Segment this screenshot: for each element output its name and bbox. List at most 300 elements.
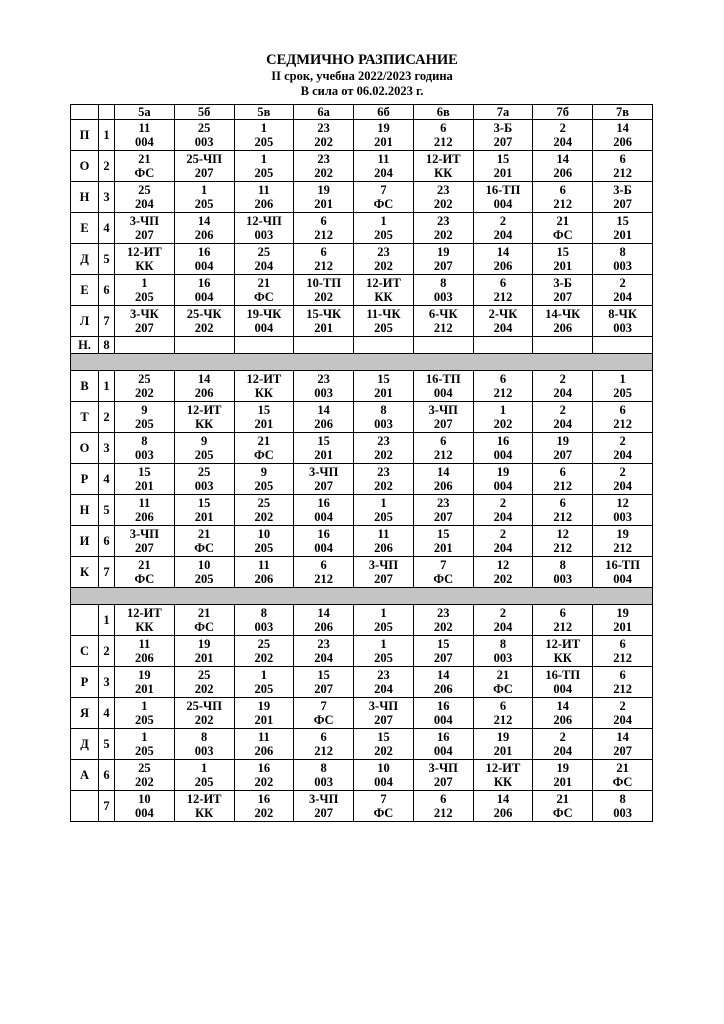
room-code: 205 (194, 448, 214, 462)
lesson-cell (533, 151, 593, 182)
room-code: КК (434, 166, 453, 180)
lesson-cell (413, 605, 473, 636)
lesson-cell (593, 151, 653, 182)
period-number: 8 (99, 337, 115, 354)
period-number: 7 (99, 791, 115, 822)
lesson-cell (174, 337, 234, 354)
subject-code: 1 (260, 152, 268, 166)
room-code: 202 (314, 290, 334, 304)
lesson-cell (294, 698, 354, 729)
room-code: 206 (314, 620, 334, 634)
subject-code: 16 (197, 276, 211, 290)
lesson-cell (413, 371, 473, 402)
room-code: 004 (433, 744, 453, 758)
subject-code: 25 (197, 121, 211, 135)
room-code: 205 (374, 510, 393, 524)
lesson-cell (234, 760, 294, 791)
room-code: ФС (194, 620, 215, 634)
subject-code: 8 (380, 403, 387, 417)
room-code: ФС (552, 228, 573, 242)
lesson-cell (234, 636, 294, 667)
subject-code: 16-ТП (605, 558, 640, 572)
room-code: 207 (433, 417, 453, 431)
room-code: 207 (135, 541, 154, 555)
lesson-cell (354, 244, 414, 275)
subject-code: 25 (138, 183, 151, 197)
room-code: 202 (433, 620, 453, 634)
day-separator (71, 354, 653, 371)
subject-code: 3-ЧП (309, 465, 339, 479)
subject-code: 2 (619, 699, 626, 713)
room-code: 207 (553, 290, 573, 304)
room-code: 205 (194, 775, 214, 789)
room-code: 003 (194, 744, 214, 758)
period-number: 4 (99, 213, 115, 244)
lesson-cell (234, 337, 294, 354)
lesson-cell (294, 526, 354, 557)
subject-code: 23 (377, 668, 390, 682)
lesson-cell (413, 464, 473, 495)
subject-code: 21 (197, 606, 211, 620)
period-number: 5 (99, 244, 115, 275)
room-code: КК (254, 386, 273, 400)
page-title: СЕДМИЧНО РАЗПИСАНИЕ (266, 52, 458, 68)
class-header: 7в (593, 105, 653, 120)
class-header: 5а (115, 105, 175, 120)
period-row (71, 495, 653, 526)
lesson-cell (115, 791, 175, 822)
room-code: 207 (314, 806, 334, 820)
subject-code: 2 (499, 496, 507, 510)
period-number: 1 (99, 371, 115, 402)
subject-code: 2 (559, 121, 566, 135)
subject-code: 21 (138, 152, 151, 166)
subject-code: 23 (377, 245, 390, 259)
subject-code: 15 (377, 730, 390, 744)
lesson-cell (593, 182, 653, 213)
subject-code: 12-ИТ (366, 276, 401, 290)
subject-code: 3-ЧП (309, 792, 339, 806)
lesson-cell (533, 120, 593, 151)
lesson-cell (234, 213, 294, 244)
room-code: 004 (314, 541, 334, 555)
subject-code: 6 (559, 183, 566, 197)
lesson-cell (593, 760, 653, 791)
room-code: 201 (433, 541, 453, 555)
lesson-cell (413, 151, 473, 182)
room-code: 201 (374, 386, 393, 400)
room-code: КК (135, 259, 154, 273)
lesson-cell (174, 120, 234, 151)
room-code: 207 (135, 228, 154, 242)
subject-code: 23 (377, 434, 390, 448)
subject-code: 1 (499, 403, 507, 417)
lesson-cell (115, 729, 175, 760)
subject-code: 1 (201, 761, 208, 775)
room-code: 003 (254, 620, 274, 634)
subject-code: 6 (619, 668, 626, 682)
room-code: 212 (433, 135, 453, 149)
room-code: 003 (433, 290, 453, 304)
lesson-cell (473, 729, 533, 760)
period-number: 6 (99, 275, 115, 306)
room-code: 004 (493, 448, 513, 462)
room-code: 212 (553, 541, 573, 555)
corner-cell (71, 105, 99, 120)
lesson-cell (354, 698, 414, 729)
lesson-cell (294, 182, 354, 213)
room-code: 205 (135, 417, 154, 431)
lesson-cell (473, 526, 533, 557)
room-code: 204 (553, 386, 573, 400)
room-code: 207 (314, 479, 334, 493)
room-code: 003 (254, 228, 274, 242)
room-code: 212 (314, 228, 334, 242)
subject-code: 23 (317, 121, 330, 135)
day-letter: О (71, 151, 99, 182)
subject-code: 6 (499, 699, 507, 713)
subject-code: 15 (436, 637, 450, 651)
subject-code: 15 (377, 372, 390, 386)
subject-code: 25 (138, 761, 151, 775)
lesson-cell (115, 433, 175, 464)
lesson-cell (115, 213, 175, 244)
room-code: КК (493, 775, 513, 789)
lesson-cell (473, 667, 533, 698)
subject-code: 19 (317, 183, 330, 197)
subject-code: 25 (138, 372, 151, 386)
lesson-cell (593, 120, 653, 151)
subject-code: 16 (257, 761, 271, 775)
room-code: 204 (553, 417, 573, 431)
lesson-cell (593, 667, 653, 698)
lesson-cell (174, 557, 234, 588)
lesson-cell (354, 371, 414, 402)
subject-code: 10-ТП (306, 276, 342, 290)
period-number: 5 (99, 495, 115, 526)
room-code: 003 (553, 572, 573, 586)
subject-code: 10 (257, 527, 271, 541)
lesson-cell (413, 791, 473, 822)
period-number: 7 (99, 306, 115, 337)
subject-code: 3-Б (553, 276, 573, 290)
lesson-cell (174, 402, 234, 433)
period-number: 4 (99, 698, 115, 729)
lesson-cell (354, 495, 414, 526)
subject-code: 19 (257, 699, 271, 713)
subject-code: 6 (559, 606, 566, 620)
lesson-cell (234, 526, 294, 557)
lesson-cell (234, 151, 294, 182)
lesson-cell (174, 244, 234, 275)
subject-code: 9 (260, 465, 268, 479)
room-code: 004 (194, 259, 214, 273)
period-row (71, 244, 653, 275)
lesson-cell (294, 636, 354, 667)
subject-code: 3-ЧП (368, 699, 399, 713)
lesson-cell (174, 464, 234, 495)
lesson-cell (115, 636, 175, 667)
subject-code: 12-ИТ (186, 792, 222, 806)
lesson-cell (294, 760, 354, 791)
lesson-cell (234, 371, 294, 402)
room-code: 202 (194, 321, 214, 335)
lesson-cell (473, 120, 533, 151)
room-code: 201 (194, 651, 214, 665)
subject-code: 16-ТП (485, 183, 521, 197)
subject-code: 1 (141, 276, 148, 290)
lesson-cell (294, 464, 354, 495)
subject-code: 2 (619, 465, 626, 479)
lesson-cell (174, 213, 234, 244)
subject-code: 2 (499, 606, 507, 620)
subject-code: 19 (377, 121, 390, 135)
day-letter: С (71, 636, 99, 667)
lesson-cell (115, 244, 175, 275)
room-code: 202 (254, 651, 274, 665)
lesson-cell (593, 636, 653, 667)
room-code: 204 (493, 620, 513, 634)
class-header: 6б (354, 105, 414, 120)
subject-code: 11 (138, 496, 151, 510)
subject-code: 7 (380, 792, 387, 806)
lesson-cell (413, 213, 473, 244)
subject-code: 15 (616, 214, 629, 228)
lesson-cell (413, 337, 473, 354)
subject-code: 1 (380, 606, 387, 620)
lesson-cell (533, 213, 593, 244)
subject-code: 16 (436, 730, 450, 744)
lesson-cell (354, 182, 414, 213)
room-code: 206 (194, 228, 214, 242)
subject-code: 11 (377, 527, 390, 541)
subject-code: 3-ЧП (368, 558, 399, 572)
subject-code: 1 (380, 637, 387, 651)
subject-code: 25 (257, 245, 271, 259)
lesson-cell (413, 495, 473, 526)
room-code: 212 (613, 417, 632, 431)
lesson-cell (234, 495, 294, 526)
room-code: 202 (493, 417, 513, 431)
lesson-cell (174, 275, 234, 306)
period-number: 6 (99, 526, 115, 557)
room-code: 202 (254, 806, 274, 820)
lesson-cell (533, 636, 593, 667)
room-code: 204 (493, 510, 513, 524)
room-code: 202 (433, 197, 453, 211)
room-code: 004 (493, 197, 513, 211)
lesson-cell (473, 636, 533, 667)
lesson-cell (533, 371, 593, 402)
room-code: 205 (254, 135, 274, 149)
room-code: 004 (314, 510, 334, 524)
period-number: 6 (99, 760, 115, 791)
room-code: 204 (254, 259, 274, 273)
lesson-cell (473, 760, 533, 791)
room-code: 204 (613, 713, 632, 727)
room-code: 004 (374, 775, 393, 789)
lesson-cell (354, 760, 414, 791)
subject-code: 6 (320, 558, 327, 572)
lesson-cell (174, 698, 234, 729)
subject-code: 15-ЧК (306, 307, 342, 321)
room-code: 212 (314, 259, 334, 273)
subject-code: 7 (320, 699, 327, 713)
room-code: 206 (254, 744, 274, 758)
subject-code: 3-ЧП (129, 527, 160, 541)
room-code: 201 (553, 259, 573, 273)
subject-code: 25 (197, 465, 211, 479)
subject-code: 16 (197, 245, 211, 259)
room-code: 202 (194, 682, 214, 696)
lesson-cell (294, 120, 354, 151)
subject-code: 8 (141, 434, 148, 448)
room-code: 004 (135, 135, 154, 149)
lesson-cell (593, 495, 653, 526)
lesson-cell (413, 275, 473, 306)
lesson-cell (115, 371, 175, 402)
subject-code: 2 (499, 527, 507, 541)
lesson-cell (473, 182, 533, 213)
room-code: 202 (433, 228, 453, 242)
day-letter: Н (71, 182, 99, 213)
lesson-cell (174, 526, 234, 557)
room-code: 201 (493, 166, 513, 180)
lesson-cell (593, 371, 653, 402)
subject-code: 21 (257, 276, 271, 290)
subject-code: 10 (377, 761, 390, 775)
room-code: 205 (254, 479, 274, 493)
room-code: ФС (134, 166, 155, 180)
subject-code: 21 (556, 792, 569, 806)
subject-code: 12-ИТ (186, 403, 222, 417)
subject-code: 25 (257, 637, 271, 651)
room-code: 202 (314, 135, 334, 149)
subject-code: 3-ЧП (428, 403, 458, 417)
subject-code: 23 (436, 214, 450, 228)
lesson-cell (533, 729, 593, 760)
room-code: ФС (313, 713, 334, 727)
subject-code: 25 (257, 496, 271, 510)
day-letter: П (71, 120, 99, 151)
period-row (71, 526, 653, 557)
subject-code: 3-ЧК (130, 307, 159, 321)
subject-code: 15 (496, 152, 510, 166)
lesson-cell (294, 495, 354, 526)
room-code: КК (195, 417, 214, 431)
subject-code: 12-ИТ (545, 637, 581, 651)
lesson-cell (473, 337, 533, 354)
room-code: 004 (553, 682, 573, 696)
subject-code: 6 (440, 121, 447, 135)
room-code: 003 (374, 417, 393, 431)
period-number: 1 (99, 605, 115, 636)
lesson-cell (174, 605, 234, 636)
subject-code: 6 (619, 637, 626, 651)
lesson-cell (593, 557, 653, 588)
page-subtitle: II срок, учебна 2022/2023 година (271, 69, 453, 83)
subject-code: 14 (556, 699, 569, 713)
room-code: 212 (493, 290, 513, 304)
room-code: 202 (493, 572, 513, 586)
subject-code: 16 (317, 527, 330, 541)
lesson-cell (115, 306, 175, 337)
room-code: 206 (493, 259, 513, 273)
period-row (71, 791, 653, 822)
lesson-cell (413, 402, 473, 433)
lesson-cell (294, 213, 354, 244)
lesson-cell (533, 337, 593, 354)
subject-code: 11 (258, 730, 270, 744)
period-row (71, 371, 653, 402)
room-code: 206 (135, 510, 154, 524)
lesson-cell (593, 402, 653, 433)
room-code: 205 (194, 572, 214, 586)
lesson-cell (533, 605, 593, 636)
room-code: 202 (374, 479, 393, 493)
room-code: 206 (254, 197, 274, 211)
room-code: 206 (553, 713, 573, 727)
room-code: КК (195, 806, 214, 820)
period-row (71, 557, 653, 588)
subject-code: 14 (197, 372, 211, 386)
room-code: 212 (493, 713, 513, 727)
lesson-cell (174, 371, 234, 402)
subject-code: 6 (440, 434, 447, 448)
room-code: 004 (135, 806, 154, 820)
subject-code: 14 (556, 152, 569, 166)
subject-code: 1 (141, 699, 148, 713)
subject-code: 12-ЧП (246, 214, 282, 228)
lesson-cell (115, 760, 175, 791)
day-letter: В (71, 371, 99, 402)
lesson-cell (533, 760, 593, 791)
subject-code: 2 (499, 214, 507, 228)
day-separator (71, 588, 653, 605)
subject-code: 16 (496, 434, 510, 448)
subject-code: 2 (559, 730, 566, 744)
lesson-cell (473, 557, 533, 588)
lesson-cell (354, 306, 414, 337)
effective-date: В сила от 06.02.2023 г. (300, 84, 424, 98)
subject-code: 6 (499, 372, 507, 386)
room-code: КК (553, 651, 572, 665)
subject-code: 2 (619, 276, 626, 290)
room-code: 201 (553, 775, 573, 789)
subject-code: 21 (197, 527, 211, 541)
subject-code: 10 (197, 558, 211, 572)
room-code: 212 (553, 197, 573, 211)
room-code: 212 (433, 321, 453, 335)
room-code: ФС (194, 541, 215, 555)
lesson-cell (294, 275, 354, 306)
subject-code: 8-ЧК (608, 307, 637, 321)
lesson-cell (174, 729, 234, 760)
lesson-cell (234, 605, 294, 636)
subject-code: 19 (496, 465, 510, 479)
subject-code: 15 (138, 465, 151, 479)
room-code: 204 (135, 197, 154, 211)
room-code: 204 (314, 651, 334, 665)
subject-code: 12 (556, 527, 569, 541)
subject-code: 21 (496, 668, 510, 682)
room-code: 004 (254, 321, 274, 335)
room-code: ФС (254, 448, 274, 462)
lesson-cell (533, 182, 593, 213)
lesson-cell (533, 698, 593, 729)
lesson-cell (174, 306, 234, 337)
lesson-cell (294, 605, 354, 636)
